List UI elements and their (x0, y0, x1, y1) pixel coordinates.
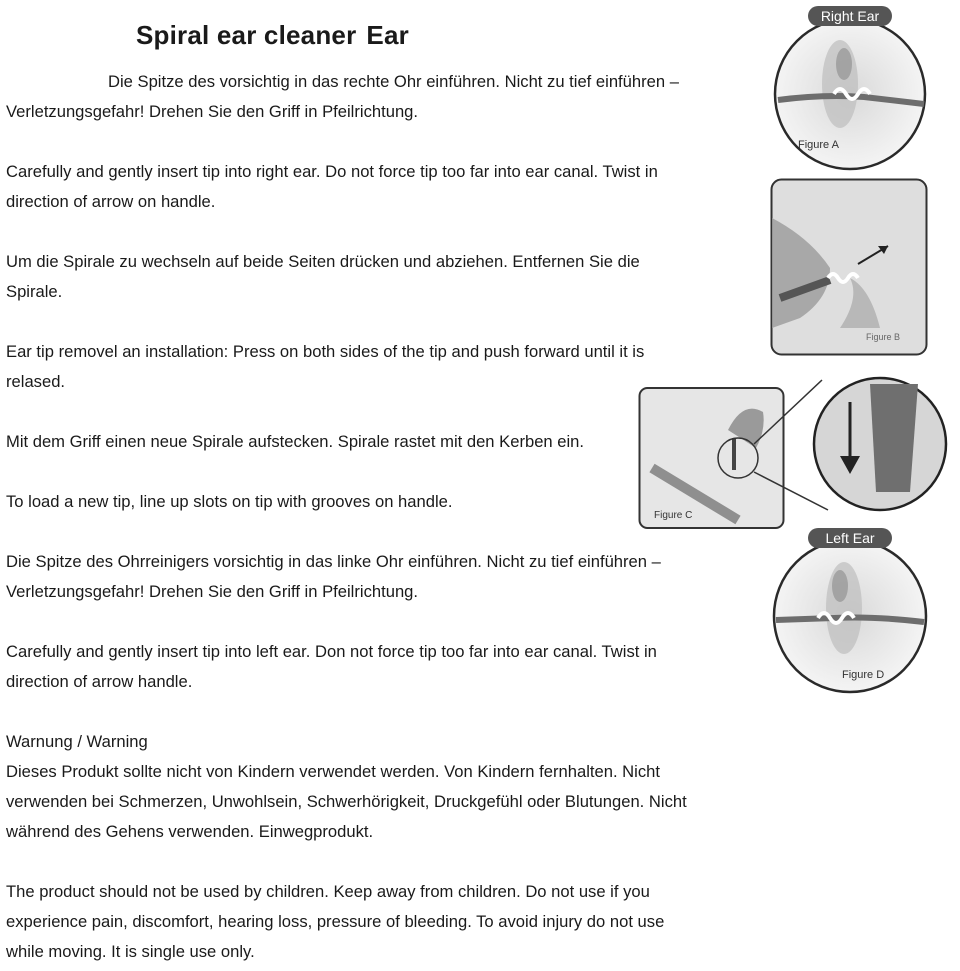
text-line: direction of arrow on handle. (6, 192, 216, 211)
text-line: To load a new tip, line up slots on tip with grooves on handle. (6, 492, 453, 511)
figure-c-caption: Figure C (654, 510, 693, 521)
text-line: während des Gehens verwenden. Einwegprodukt. (6, 822, 374, 841)
text-line: experience pain, discomfort, hearing loss, pressure of bleeding. To avoid injury do not use (6, 912, 665, 931)
left-ear-label: Left Ear (825, 530, 875, 546)
figure-b-caption: Figure B (866, 332, 901, 342)
text-line: direction of arrow handle. (6, 672, 193, 691)
text-line: Die Spitze des vorsichtig in das rechte Ohr einführen. Nicht zu tief einführen – (108, 72, 679, 91)
warning-heading: Warnung / Warning (6, 732, 148, 751)
figure-a-caption: Figure A (798, 139, 839, 151)
title-main: Spiral ear cleaner (136, 20, 357, 50)
title-sub: Ear (366, 20, 409, 50)
text-line: verwenden bei Schmerzen, Unwohlsein, Schwerhörigkeit, Druckgefühl oder Blutungen. Nicht (6, 792, 687, 811)
text-line: Verletzungsgefahr! Drehen Sie den Griff in Pfeilrichtung. (6, 582, 419, 601)
text-line: Mit dem Griff einen neue Spirale aufstecken. Spirale rastet mit den Kerben ein. (6, 432, 585, 451)
page-title (136, 20, 409, 51)
figure-d-left-ear (764, 526, 936, 696)
text-line: Um die Spirale zu wechseln auf beide Seiten drücken und abziehen. Entfernen Sie die (6, 252, 640, 271)
figure-b (770, 178, 928, 356)
text-line: relased. (6, 372, 66, 391)
text-line: Dieses Produkt sollte nicht von Kindern verwendet werden. Von Kindern fernhalten. Nicht (6, 762, 660, 781)
text-line: Ear tip removel an installation: Press on both sides of the tip and push forward until it is (6, 342, 645, 361)
text-line: The product should not be used by children. Keep away from children. Do not use if you (6, 882, 650, 901)
text-line: Spirale. (6, 282, 63, 301)
figure-a-right-ear (764, 4, 936, 172)
text-line: Carefully and gently insert tip into left ear. Don not force tip too far into ear canal. Twist in (6, 642, 657, 661)
text-line: Die Spitze des Ohrreinigers vorsichtig in das linke Ohr einführen. Nicht zu tief einführen – (6, 552, 661, 571)
text-line: Carefully and gently insert tip into right ear. Do not force tip too far into ear canal. Twist in (6, 162, 658, 181)
figure-d-caption: Figure D (842, 669, 885, 681)
text-line: while moving. It is single use only. (6, 942, 255, 961)
figure-c (638, 360, 952, 532)
right-ear-label: Right Ear (820, 8, 880, 24)
text-line: Verletzungsgefahr! Drehen Sie den Griff in Pfeilrichtung. (6, 102, 419, 121)
